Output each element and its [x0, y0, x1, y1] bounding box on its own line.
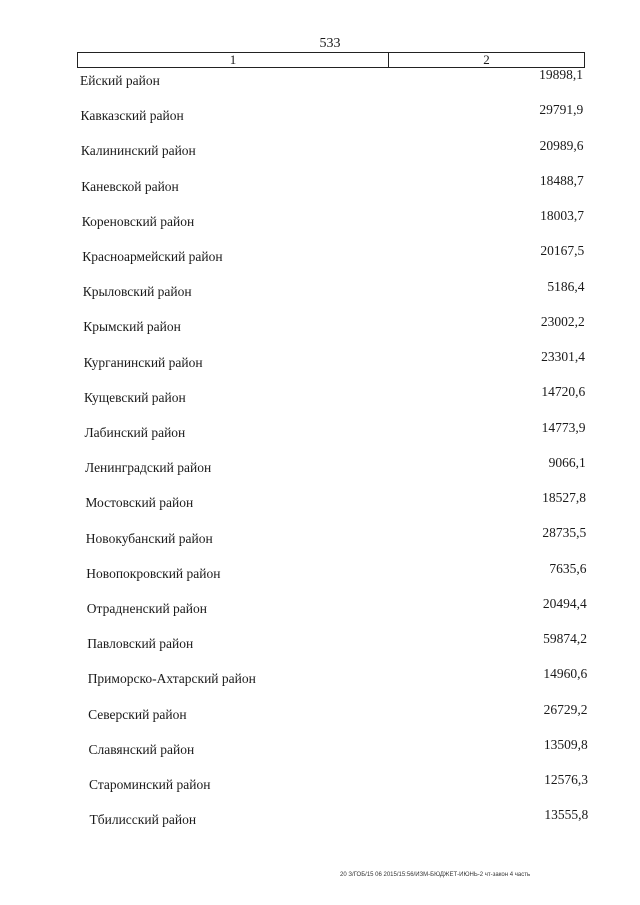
column-header-2: 2 — [483, 52, 490, 67]
table-row — [0, 278, 640, 302]
table-row — [0, 67, 640, 91]
district-name: Крымский район — [83, 319, 181, 335]
footer-file-info: 20 З/ГОБ/15 06 2015/15:56/ИЗМ-БЮДЖЕТ-ИЮНЬ-2 чт-закон 4 часть — [340, 872, 531, 878]
table-row — [0, 102, 640, 126]
table-row — [0, 631, 640, 654]
district-value: 18003,7 — [540, 208, 584, 223]
district-name: Павловский район — [87, 636, 194, 652]
table-row — [0, 701, 640, 725]
district-name: Староминский район — [89, 777, 211, 792]
district-name: Калининский район — [80, 143, 196, 159]
district-value: 5186,4 — [547, 278, 585, 294]
table-row — [0, 349, 640, 373]
column-header-1: 1 — [78, 53, 389, 67]
district-value: 26729,2 — [543, 701, 588, 717]
district-value: 18527,8 — [542, 490, 586, 505]
table-row — [0, 313, 640, 337]
district-value: 14773,9 — [541, 419, 586, 435]
district-name: Новопокровский район — [86, 565, 221, 581]
district-name: Северский район — [88, 706, 187, 722]
table-row — [0, 454, 640, 478]
district-value: 20167,5 — [540, 243, 585, 259]
district-value: 28735,5 — [542, 525, 587, 541]
table-row — [0, 736, 640, 760]
district-name: Кореновский район — [81, 213, 195, 229]
table-row — [0, 208, 640, 232]
table-row — [0, 525, 640, 549]
district-value: 29791,9 — [539, 102, 584, 118]
district-value: 23002,2 — [540, 313, 585, 329]
district-value: 9066,1 — [548, 454, 586, 470]
table-row — [0, 595, 640, 619]
district-name: Красноармейский район — [82, 249, 223, 264]
district-name: Курганинский район — [83, 354, 203, 370]
table-row — [0, 807, 640, 830]
table-row — [0, 560, 640, 584]
district-name: Крыловский район — [82, 284, 192, 300]
district-name: Тбилисский район — [89, 812, 197, 828]
table-row — [0, 419, 640, 443]
table-row — [0, 772, 640, 795]
district-value: 7635,6 — [549, 560, 587, 576]
district-name: Отрадненский район — [86, 601, 207, 616]
table-row — [0, 666, 640, 689]
district-name: Новокубанский район — [85, 530, 213, 546]
district-name: Ейский район — [80, 73, 160, 88]
district-name: Славянский район — [88, 741, 195, 757]
table-row — [0, 490, 640, 513]
district-name: Ленинградский район — [85, 460, 212, 476]
district-value: 20494,4 — [542, 595, 587, 611]
district-name: Лабинский район — [84, 425, 186, 440]
district-value: 14720,6 — [541, 384, 586, 400]
table-row — [0, 243, 640, 267]
table-row — [0, 172, 640, 197]
district-name: Каневской район — [81, 178, 179, 194]
district-value: 19898,1 — [539, 67, 583, 82]
district-name: Приморско-Ахтарский район — [87, 671, 256, 687]
district-value: 18488,7 — [539, 172, 584, 188]
district-value: 12576,3 — [544, 772, 588, 787]
district-name: Кущевский район — [84, 389, 186, 405]
district-name: Мостовский район — [85, 495, 194, 511]
table-row — [0, 137, 640, 161]
district-value: 14960,6 — [543, 666, 588, 682]
district-value: 13509,8 — [543, 736, 588, 752]
page-number: 533 — [319, 36, 341, 51]
district-value: 23301,4 — [541, 349, 585, 364]
district-value: 59874,2 — [543, 631, 587, 646]
district-name: Кавказский район — [80, 108, 184, 124]
district-value: 20989,6 — [539, 137, 584, 153]
table-row — [0, 384, 640, 408]
district-value: 13555,8 — [544, 807, 589, 823]
